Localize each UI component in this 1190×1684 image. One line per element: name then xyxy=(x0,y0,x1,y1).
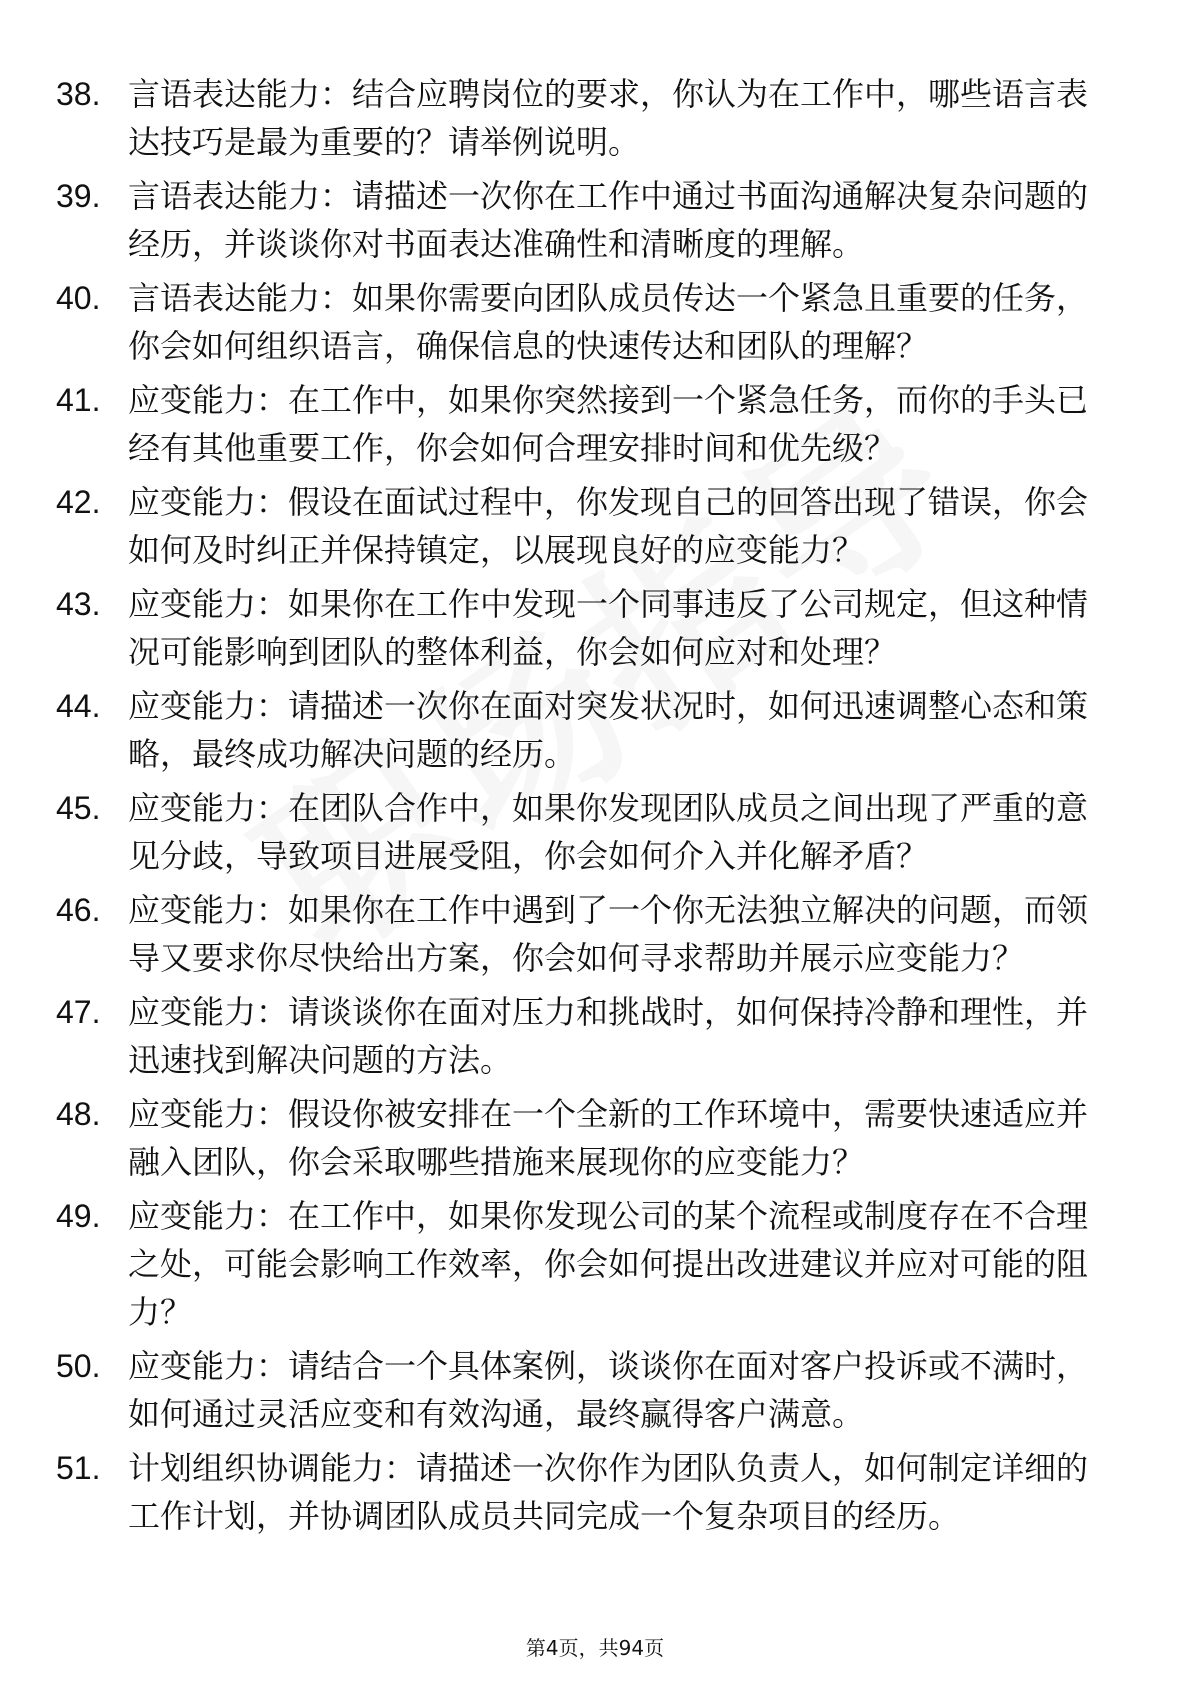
item-text: 言语表达能力：如果你需要向团队成员传达一个紧急且重要的任务，你会如何组织语言，确保信息的快速传达和团队的理解？ xyxy=(128,279,1089,365)
list-item xyxy=(56,682,1116,778)
list-item xyxy=(56,1192,1116,1336)
item-text: 言语表达能力：请描述一次你在工作中通过书面沟通解决复杂问题的经历，并谈谈你对书面表达准确性和清晰度的理解。 xyxy=(128,177,1089,263)
item-text: 言语表达能力：结合应聘岗位的要求，你认为在工作中，哪些语言表达技巧是最为重要的？请举例说明。 xyxy=(128,75,1089,161)
item-text: 应变能力：在工作中，如果你突然接到一个紧急任务，而你的手头已经有其他重要工作，你会如何合理安排时间和优先级？ xyxy=(128,381,1089,467)
item-number: 40. xyxy=(56,280,101,316)
item-text: 应变能力：请谈谈你在面对压力和挑战时，如何保持冷静和理性，并迅速找到解决问题的方法。 xyxy=(128,993,1089,1079)
list-item xyxy=(56,784,1116,880)
item-number: 43. xyxy=(56,586,101,622)
item-number: 51. xyxy=(56,1450,101,1486)
item-number: 49. xyxy=(56,1198,101,1234)
item-number: 46. xyxy=(56,892,101,928)
list-item xyxy=(56,1444,1116,1540)
item-number: 44. xyxy=(56,688,101,724)
item-text: 应变能力：请描述一次你在面对突发状况时，如何迅速调整心态和策略，最终成功解决问题的经历。 xyxy=(128,687,1089,773)
list-item xyxy=(56,376,1116,472)
list-item xyxy=(56,478,1116,574)
item-number: 50. xyxy=(56,1348,101,1384)
question-list xyxy=(56,70,1116,1546)
item-text: 应变能力：假设在面试过程中，你发现自己的回答出现了错误，你会如何及时纠正并保持镇定，以展现良好的应变能力？ xyxy=(128,483,1089,569)
list-item xyxy=(56,274,1116,370)
item-text: 应变能力：在团队合作中，如果你发现团队成员之间出现了严重的意见分歧，导致项目进展受阻，你会如何介入并化解矛盾？ xyxy=(128,789,1089,875)
item-text: 应变能力：假设你被安排在一个全新的工作环境中，需要快速适应并融入团队，你会采取哪些措施来展现你的应变能力？ xyxy=(128,1095,1089,1181)
item-number: 48. xyxy=(56,1096,101,1132)
item-text: 应变能力：如果你在工作中发现一个同事违反了公司规定，但这种情况可能影响到团队的整体利益，你会如何应对和处理？ xyxy=(128,585,1089,671)
list-item xyxy=(56,1342,1116,1438)
list-item xyxy=(56,988,1116,1084)
item-number: 41. xyxy=(56,382,101,418)
item-number: 42. xyxy=(56,484,101,520)
list-item xyxy=(56,886,1116,982)
item-number: 45. xyxy=(56,790,101,826)
item-number: 38. xyxy=(56,76,101,112)
list-item xyxy=(56,580,1116,676)
list-item xyxy=(56,70,1116,166)
list-item xyxy=(56,172,1116,268)
item-text: 应变能力：如果你在工作中遇到了一个你无法独立解决的问题，而领导又要求你尽快给出方案，你会如何寻求帮助并展示应变能力？ xyxy=(128,891,1089,977)
item-text: 应变能力：在工作中，如果你发现公司的某个流程或制度存在不合理之处，可能会影响工作效率，你会如何提出改进建议并应对可能的阻力？ xyxy=(128,1197,1089,1331)
item-text: 应变能力：请结合一个具体案例，谈谈你在面对客户投诉或不满时，如何通过灵活应变和有效沟通，最终赢得客户满意。 xyxy=(128,1347,1089,1433)
item-number: 39. xyxy=(56,178,101,214)
list-item xyxy=(56,1090,1116,1186)
item-text: 计划组织协调能力：请描述一次你作为团队负责人，如何制定详细的工作计划，并协调团队成员共同完成一个复杂项目的经历。 xyxy=(128,1449,1089,1535)
page-footer: 第4页，共94页 xyxy=(525,1636,665,1660)
item-number: 47. xyxy=(56,994,101,1030)
